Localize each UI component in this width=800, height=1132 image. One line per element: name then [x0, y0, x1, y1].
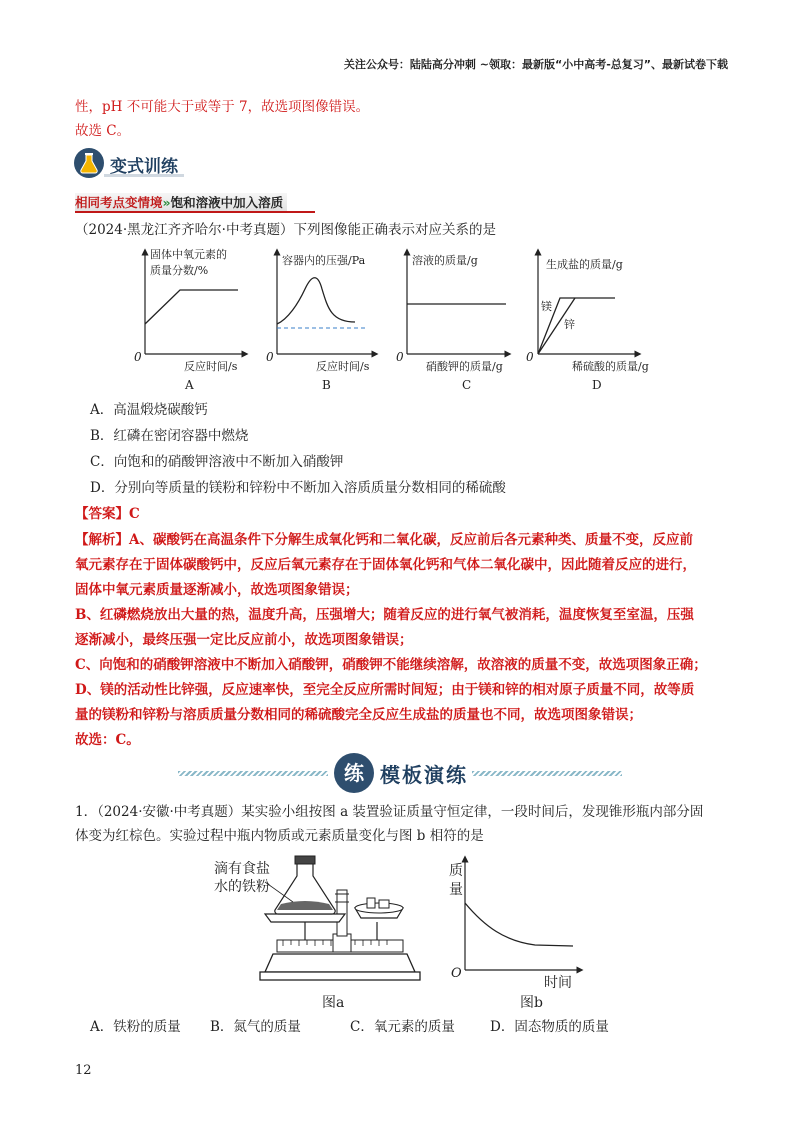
q1-analysis-line-3: 固体中氧元素质量逐渐减小，故选项图象错误；	[75, 582, 359, 598]
q1-analysis-line-8: 量的镁粉和锌粉与溶质质量分数相同的稀硫酸完全反应生成盐的质量也不同，故选项图象错误；	[75, 707, 642, 723]
chart-d-origin: 0	[526, 350, 534, 364]
chart-a-ylabel-1: 固体中氧元素的	[150, 248, 227, 261]
fig-b-xlabel: 时间	[544, 975, 572, 991]
fig-b-ylabel-2: 量	[449, 882, 463, 898]
chart-b-letter: B	[322, 378, 331, 392]
analysis-text-1: A、碳酸钙在高温条件下分解生成氧化钙和二氧化碳，反应前后各元素种类、质量不变，反应前	[129, 532, 693, 548]
q1-analysis-line-7: D、镁的活动性比锌强，反应速率快，至完全反应所需时间短；由于镁和锌的相对原子质量不同，故等质	[75, 682, 695, 698]
chart-b-origin: 0	[266, 350, 274, 364]
q1-option-b: B．红磷在密闭容器中燃烧	[90, 428, 249, 444]
q1-answer	[75, 504, 140, 524]
q1-analysis-line-6: C、向饱和的硝酸钾溶液中不断加入硝酸钾，硝酸钾不能继续溶解，故溶液的质量不变，故选项图象正确；	[75, 657, 707, 673]
chart-c-ylabel: 溶液的质量/g	[412, 254, 478, 267]
q1-analysis-line-2: 氧元素存在于固体碳酸钙中，反应后氧元素存在于固体氧化钙和气体二氧化碳中，因此随着反应的进行，	[75, 557, 696, 573]
section-title: 变式训练	[110, 157, 178, 177]
chart-a-curve	[145, 290, 238, 324]
q1-analysis-line-1	[75, 530, 693, 550]
fig-b-origin: O	[451, 966, 462, 981]
q2-option-a: A．铁粉的质量	[90, 1019, 181, 1035]
chart-d-xlabel: 稀硫酸的质量/g	[572, 360, 649, 373]
chart-b-xlabel: 反应时间/s	[316, 360, 370, 373]
q1-analysis-line-4: B、红磷燃烧放出大量的热，温度升高，压强增大；随着反应的进行氧气被消耗，温度恢复至室温，压强	[75, 607, 694, 623]
banner-title: 模板演练	[380, 763, 468, 787]
double-arrow-icon: »	[162, 195, 171, 210]
answer-value: C	[129, 506, 140, 522]
chart-d-zn-label: 锌	[564, 318, 575, 331]
template-practice-banner	[178, 753, 622, 793]
prev-solution-line2: 故选 C。	[75, 123, 131, 139]
tag-label-b: 饱和溶液中加入溶质	[170, 195, 284, 210]
section-variant-training	[74, 148, 206, 178]
fig-b-ylabel-1: 质	[449, 863, 463, 879]
fig-a-label-1: 滴有食盐	[214, 861, 270, 877]
page-number: 12	[75, 1063, 92, 1078]
q2-option-c: C．氧元素的质量	[350, 1019, 455, 1035]
chart-c-letter: C	[462, 378, 472, 392]
chart-a-xlabel: 反应时间/s	[184, 360, 238, 373]
q1-option-d: D．分别向等质量的镁粉和锌粉中不断加入溶质质量分数相同的稀硫酸	[90, 480, 506, 496]
flask-icon	[74, 148, 104, 178]
fig-a-label-2: 水的铁粉	[214, 879, 270, 895]
prev-solution-line1: 性，pH 不可能大于或等于 7，故选项图像错误。	[75, 99, 370, 115]
fig-b-curve	[465, 903, 573, 946]
q1-option-a: A．高温煅烧碳酸钙	[90, 402, 208, 418]
question1-stem: （2024·黑龙江齐齐哈尔·中考真题）下列图像能正确表示对应关系的是	[75, 222, 496, 238]
chart-c-xlabel: 硝酸钾的质量/g	[426, 360, 503, 373]
fig-a-caption: 图a	[322, 995, 345, 1011]
q1-option-c: C．向饱和的硝酸钾溶液中不断加入硝酸钾	[90, 454, 344, 470]
figure-b-chart	[455, 855, 585, 985]
chart-c-origin: 0	[396, 350, 404, 364]
q2-option-d: D．固态物质的质量	[490, 1019, 609, 1035]
analysis-label: 【解析】	[75, 532, 129, 548]
q2-option-b: B．氮气的质量	[210, 1019, 301, 1035]
chart-b-curve	[277, 278, 355, 324]
chart-b-ylabel: 容器内的压强/Pa	[282, 254, 366, 267]
practice-icon: 练	[334, 753, 374, 793]
chart-a-letter: A	[185, 378, 194, 392]
question2-line1: 1．（2024·安徽·中考真题）某实验小组按图 a 装置验证质量守恒定律，一段时间后，发现锥形瓶内部分固	[75, 804, 704, 820]
q1-analysis-line-5: 逐渐减小，最终压强一定比反应前小，故选项图象错误；	[75, 632, 413, 648]
topic-tag	[75, 193, 287, 211]
tag-label-a: 相同考点变情境	[75, 195, 163, 210]
chart-d-letter: D	[592, 378, 602, 392]
answer-label: 【答案】	[75, 506, 129, 522]
chart-a-origin: 0	[134, 350, 142, 364]
chart-d-ylabel: 生成盐的质量/g	[546, 258, 623, 271]
promo-header: 关注公众号：陆陆高分冲刺 ~领取：最新版“小中高考-总复习”、最新试卷下载	[343, 58, 728, 71]
q1-analysis-line-9: 故选：C。	[75, 732, 140, 748]
chart-a-ylabel-2: 质量分数/%	[150, 264, 209, 277]
fig-b-caption: 图b	[520, 995, 543, 1011]
question2-line2: 体变为红棕色。实验过程中瓶内物质或元素质量变化与图 b 相符的是	[75, 828, 484, 844]
chart-d-mg-label: 镁	[541, 300, 552, 313]
